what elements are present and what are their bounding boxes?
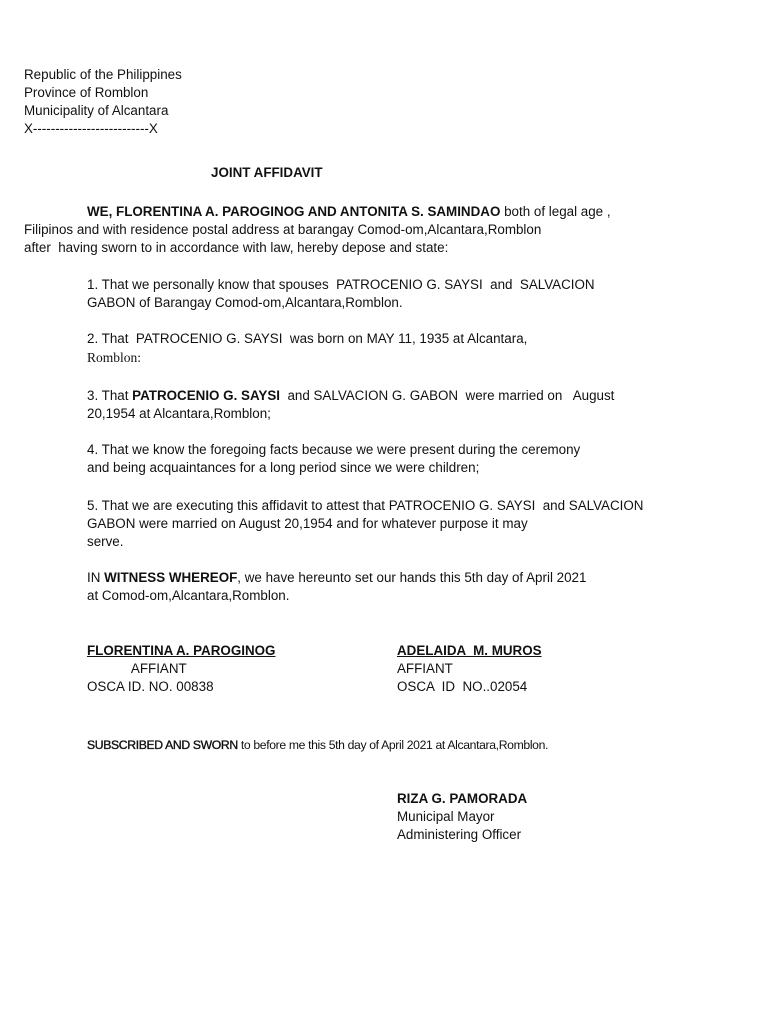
witness-line-1	[87, 569, 586, 587]
intro-line-3: after having sworn to in accordance with law, hereby depose and state:	[24, 240, 449, 255]
item-3-prefix: 3. That	[87, 388, 133, 403]
item-3-line-2: 20,1954 at Alcantara,Romblon;	[87, 406, 271, 421]
item-5-line-3: serve.	[87, 534, 124, 549]
item-3-line-1	[87, 387, 614, 405]
item-5-line-2: GABON were married on August 20,1954 and for whatever purpose it may	[87, 516, 528, 531]
item-1-line-1: 1. That we personally know that spouses PATROCENIO G. SAYSI and SALVACION	[87, 277, 595, 292]
header-municipality: Municipality of Alcantara	[24, 103, 169, 118]
item-5-line-1: 5. That we are executing this affidavit to attest that PATROCENIO G. SAYSI and SALVACION	[87, 498, 644, 513]
document-title: JOINT AFFIDAVIT	[211, 165, 323, 180]
sworn-statement	[87, 736, 548, 754]
sworn-rest: to before me this 5th day of April 2021 at Alcantara,Romblon.	[237, 738, 549, 752]
officer-name: RIZA G. PAMORADA	[397, 791, 528, 806]
witness-line-2: at Comod-om,Alcantara,Romblon.	[87, 588, 290, 603]
witness-rest: , we have hereunto set our hands this 5th day of April 2021	[237, 570, 587, 585]
intro-line-2: Filipinos and with residence postal address at barangay Comod-om,Alcantara,Romblon	[24, 222, 542, 237]
right-affiant-role: AFFIANT	[397, 661, 453, 676]
item-4-line-2: and being acquaintances for a long period since we were children;	[87, 460, 480, 475]
right-affiant-name: ADELAIDA M. MUROS	[397, 643, 542, 658]
left-affiant-name: FLORENTINA A. PAROGINOG	[87, 643, 276, 658]
intro-line-1	[87, 203, 611, 221]
item-2-line-2: Romblon:	[87, 350, 142, 365]
item-2-line-1: 2. That PATROCENIO G. SAYSI was born on MAY 11, 1935 at Alcantara,	[87, 331, 528, 346]
item-1-line-2: GABON of Barangay Comod-om,Alcantara,Romblon.	[87, 295, 403, 310]
header-province: Province of Romblon	[24, 85, 149, 100]
left-affiant-role: AFFIANT	[87, 661, 187, 676]
item-4-line-1: 4. That we know the foregoing facts because we were present during the ceremony	[87, 442, 581, 457]
item-3-rest: and SALVACION G. GABON were married on August	[280, 388, 615, 403]
affiants-names: WE, FLORENTINA A. PAROGINOG AND ANTONITA S. SAMINDAO	[87, 204, 501, 219]
witness-prefix: IN	[87, 570, 105, 585]
officer-title-2: Administering Officer	[397, 827, 522, 842]
header-separator: X--------------------------X	[24, 121, 158, 136]
intro-line-1-rest: both of legal age ,	[500, 204, 611, 219]
sworn-bold: SUBSCRIBED AND SWORN	[87, 738, 238, 752]
header-republic: Republic of the Philippines	[24, 67, 182, 82]
officer-title-1: Municipal Mayor	[397, 809, 495, 824]
right-affiant-id: OSCA ID NO..02054	[397, 679, 528, 694]
item-3-bold-name: PATROCENIO G. SAYSI	[132, 388, 280, 403]
witness-bold: WITNESS WHEREOF	[104, 570, 238, 585]
left-affiant-id: OSCA ID. NO. 00838	[87, 679, 214, 694]
